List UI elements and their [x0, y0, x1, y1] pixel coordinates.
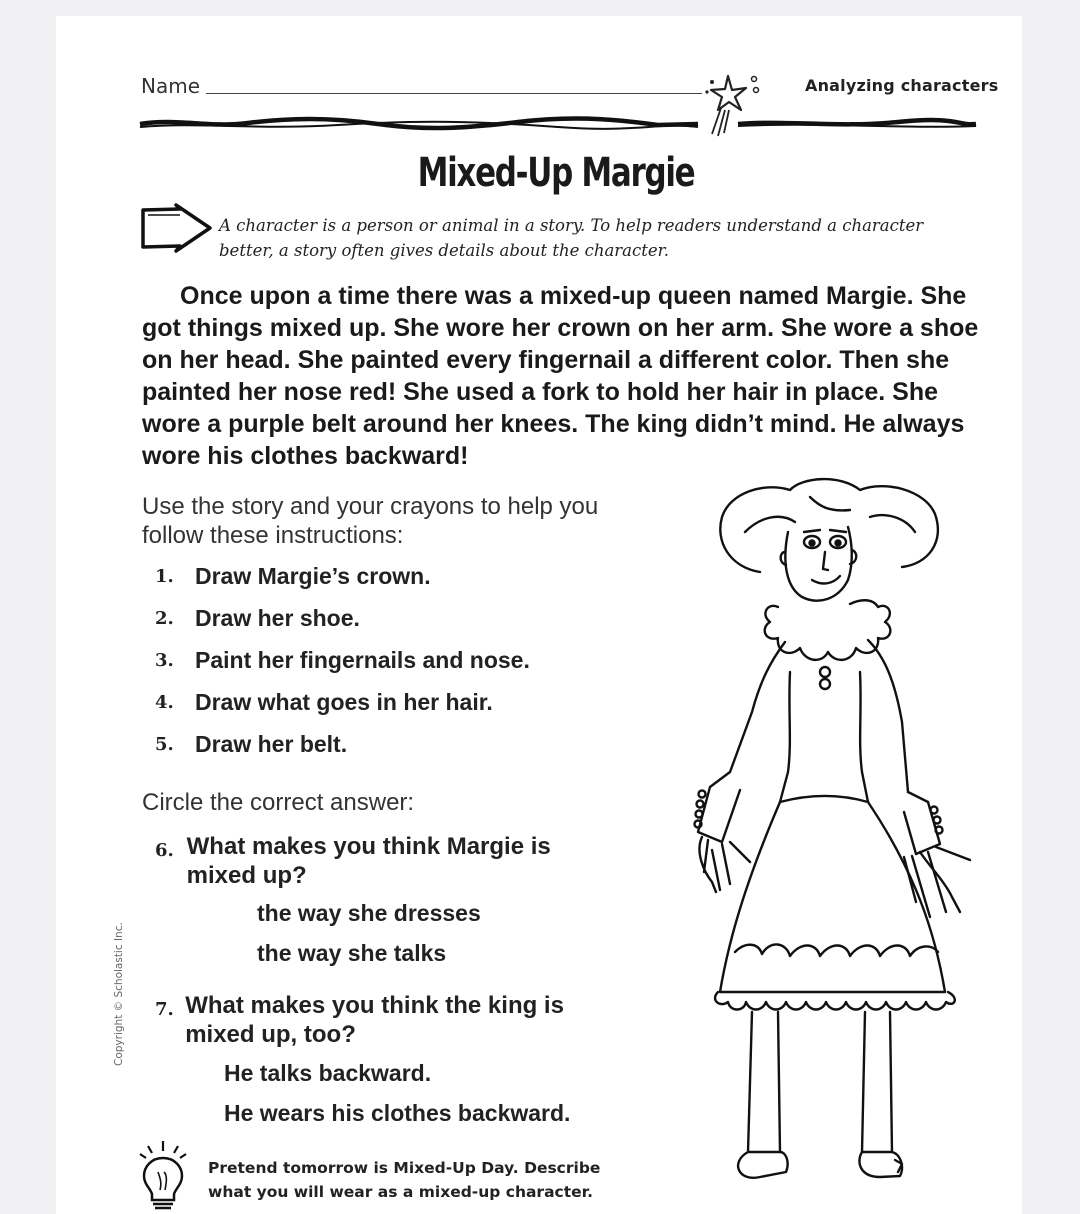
writing-prompt: Pretend tomorrow is Mixed-Up Day. Describe what you will wear as a mixed-up character.	[208, 1159, 601, 1201]
instruction-text: Draw Margie’s crown.	[195, 563, 431, 589]
instruction-list	[155, 563, 530, 773]
wavy-divider	[138, 112, 978, 134]
question-number: 6.	[155, 840, 174, 861]
instruction-text: Draw what goes in her hair.	[195, 689, 493, 715]
instruction-number: 4.	[155, 692, 174, 713]
instruction-text: Paint her fingernails and nose.	[195, 647, 530, 673]
instruction-item	[155, 689, 530, 731]
instruction-number: 5.	[155, 734, 174, 755]
question-6	[155, 832, 575, 890]
instruction-number: 1.	[155, 566, 174, 587]
skill-label: Analyzing characters	[805, 76, 999, 95]
instruction-text: Draw her shoe.	[195, 605, 360, 631]
intro-text: A character is a person or animal in a story. To help readers understand a character better, a story often gives details about the character.	[219, 216, 924, 260]
copyright-notice: Copyright © Scholastic Inc.	[113, 922, 125, 1066]
question-text: What makes you think the king is mixed up, too?	[185, 992, 564, 1048]
question-7	[155, 991, 605, 1049]
margie-illustration	[690, 472, 990, 1192]
instruction-item	[155, 647, 530, 689]
instruction-item	[155, 731, 530, 773]
instruction-text: Draw her belt.	[195, 731, 348, 757]
lightbulb-icon	[138, 1138, 188, 1214]
name-label: Name	[141, 74, 201, 98]
page-title: Mixed-Up Margie	[417, 150, 695, 196]
answer-option[interactable]: He talks backward.	[224, 1060, 432, 1086]
question-number: 7.	[155, 999, 174, 1020]
answer-option[interactable]: the way she talks	[257, 940, 447, 966]
instruction-item	[155, 563, 530, 605]
story-text: Once upon a time there was a mixed-up queen named Margie. She got things mixed up. She wore her crown on her arm. She wore a shoe on her head. She painted every fingernail a different color. Then she painted her nose red! She used a fork to hold her hair in place. She wore a purple belt around her knees. The king didn’t mind. He always wore his clothes backward!	[142, 282, 979, 470]
name-line	[206, 93, 702, 94]
arrow-icon	[140, 203, 214, 255]
answer-option[interactable]: He wears his clothes backward.	[224, 1100, 571, 1126]
instructions-intro: Use the story and your crayons to help you follow these instructions:	[142, 493, 599, 549]
instruction-number: 3.	[155, 650, 174, 671]
instruction-number: 2.	[155, 608, 174, 629]
answer-option[interactable]: the way she dresses	[257, 900, 481, 926]
circle-answer-label: Circle the correct answer:	[142, 789, 415, 816]
question-text: What makes you think Margie is mixed up?	[186, 833, 551, 889]
story-passage	[142, 280, 982, 472]
instruction-item	[155, 605, 530, 647]
